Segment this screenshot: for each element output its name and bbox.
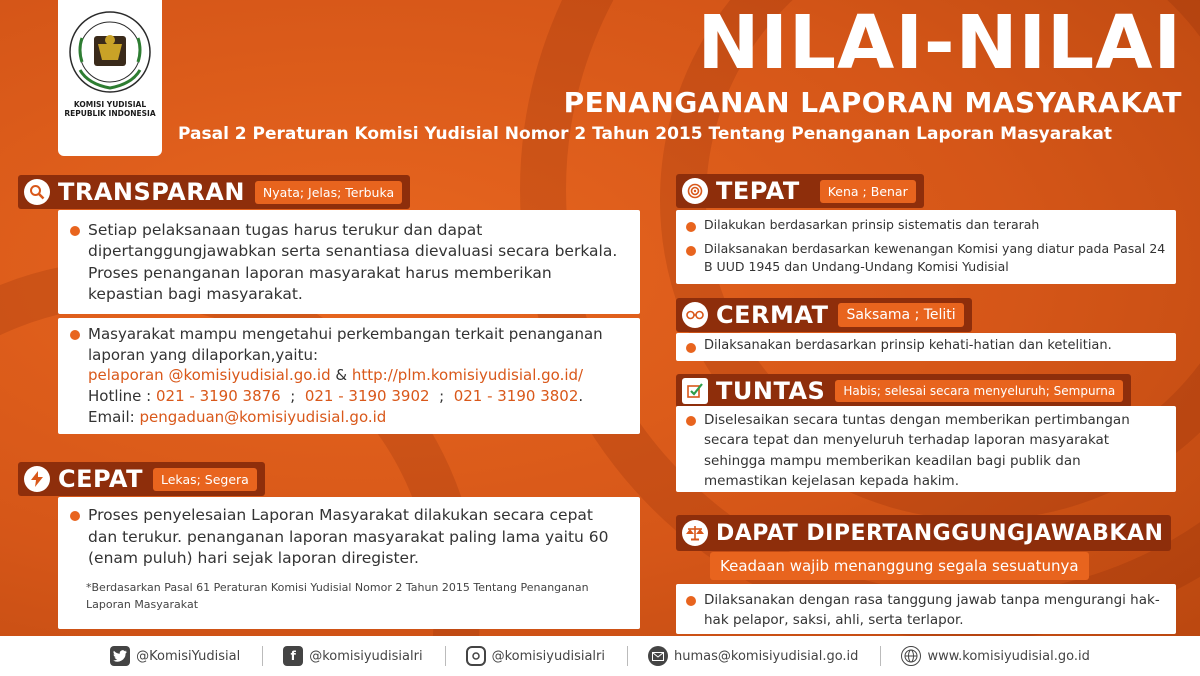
logo-caption-line2: REPUBLIK INDONESIA [64,109,156,119]
twitter-icon [110,646,130,666]
cepat-point-1: Proses penyelesaian Laporan Masyarakat dilakukan secara cepat dan terukur. penanganan laporan masyarakat paling lama yaitu 60 (enam puluh) hari sejak laporan diregister. [66,505,626,570]
logo-panel [58,0,162,156]
instagram-icon [466,646,486,666]
glasses-icon [682,302,708,328]
section-header-tepat [676,174,924,208]
tepat-point-2: Dilaksanakan berdasarkan kewenangan Komisi yang diatur pada Pasal 24 B UUD 1945 dan Undang-Undang Komisi Yudisial [682,240,1168,276]
facebook-icon: f [283,646,303,666]
checkbox-icon [682,378,708,404]
logo-caption [64,100,155,119]
email-label: Email: [88,407,140,426]
tepat-card [676,210,1176,284]
section-title-tepat: TEPAT [716,177,800,205]
search-icon [24,179,50,205]
pengaduan-email-link[interactable]: pengaduan@komisiyudisial.go.id [139,407,387,426]
tuntas-card [676,406,1176,492]
section-tag-cepat: Lekas; Segera [153,468,257,491]
hotline-number-3[interactable]: 021 - 3190 3802 [453,387,579,406]
scales-icon [682,520,708,546]
twitter-handle: @KomisiYudisial [136,648,241,664]
cepat-footnote: *Berdasarkan Pasal 61 Peraturan Komisi Yudisial Nomor 2 Tahun 2015 Tentang Penanganan Laporan Masyarakat [86,581,589,611]
footer-social-bar [0,636,1200,676]
hotline-period: . [578,387,584,406]
section-tag-tuntas: Habis; selesai secara menyeluruh; Sempurna [835,380,1123,402]
hotline-number-2[interactable]: 021 - 3190 3902 [304,387,430,406]
mail-icon [648,646,668,666]
section-header-cepat [18,462,265,496]
hotline-number-1[interactable]: 021 - 3190 3876 [156,387,281,406]
footer-facebook[interactable] [262,646,422,666]
tepat-point-1: Dilakukan berdasarkan prinsip sistematis dan terarah [682,216,1168,234]
facebook-handle: @komisiyudisialri [309,648,423,664]
section-title-cermat: CERMAT [716,301,829,329]
transparan-point-1: Setiap pelaksanaan tugas harus terukur dan dapat dipertanggungjawabkan serta senantiasa dievaluasi secara berkala. Proses penanganan laporan masyarakat harus memberikan kepastian bagi masyarakat. [66,220,624,306]
transparan-point-2 [66,324,628,427]
transparan-card-1 [58,210,640,314]
section-header-cermat [676,298,972,332]
transparan-point-2-intro: Masyarakat mampu mengetahui perkembangan terkait penanganan laporan yang dilaporkan,yaitu: [88,325,603,364]
section-header-dapat [676,515,1171,551]
ampersand: & [330,366,352,385]
footer-email-address: humas@komisiyudisial.go.id [674,648,859,664]
transparan-card-2 [58,318,640,434]
footer-website-url: www.komisiyudisial.go.id [927,648,1090,664]
cermat-point-1: Dilaksanakan berdasarkan prinsip kehati-hatian dan ketelitian. [682,337,1168,356]
plm-email-link[interactable]: pelaporan @komisiyudisial.go.id [88,366,331,385]
cermat-card [676,333,1176,361]
dapat-card [676,584,1176,634]
logo-caption-line1: KOMISI YUDISIAL [73,100,147,109]
hotline-label: Hotline : [88,387,156,406]
section-tag-dapat: Keadaan wajib menanggung segala sesuatunya [710,552,1089,580]
target-icon [682,178,708,204]
hotline-separator-2: ; [429,387,454,406]
section-title-tuntas: TUNTAS [716,377,826,405]
lightning-icon [24,466,50,492]
cepat-card [58,497,640,629]
dapat-point-1: Dilaksanakan dengan rasa tanggung jawab tanpa mengurangi hak-hak pelapor, saksi, ahli, serta terlapor. [682,590,1168,631]
section-tag-tepat: Kena ; Benar [820,180,916,203]
section-header-tuntas [676,374,1131,408]
footer-website[interactable] [880,646,1089,666]
legal-reference: Pasal 2 Peraturan Komisi Yudisial Nomor 2 Tahun 2015 Tentang Penanganan Laporan Masyarakat [178,124,1112,144]
globe-icon [901,646,921,666]
section-title-cepat: CEPAT [58,465,143,493]
page-subtitle: PENANGANAN LAPORAN MASYARAKAT [563,86,1182,119]
footer-email[interactable] [627,646,858,666]
komisi-yudisial-emblem-icon [68,10,152,94]
plm-website-link[interactable]: http://plm.komisiyudisial.go.id/ [351,366,584,385]
section-tag-transparan: Nyata; Jelas; Terbuka [255,181,402,204]
tuntas-point-1: Diselesaikan secara tuntas dengan memberikan pertimbangan secara tepat dan menyeluruh terhadap laporan masyarakat sehingga mampu memberikan keadilan bagi publik dan memastikan kejelasan kepada hakim. [682,410,1168,491]
section-header-transparan [18,175,410,209]
section-tag-cermat: Saksama ; Teliti [838,303,963,327]
section-title-transparan: TRANSPARAN [58,178,245,206]
footer-twitter[interactable] [110,646,240,666]
hotline-separator-1: ; [280,387,305,406]
footer-instagram[interactable] [445,646,605,666]
instagram-handle: @komisiyudisialri [491,648,605,664]
section-title-dapat: DAPAT DIPERTANGGUNGJAWABKAN [716,520,1164,546]
page-title: NILAI-NILAI [697,0,1182,86]
